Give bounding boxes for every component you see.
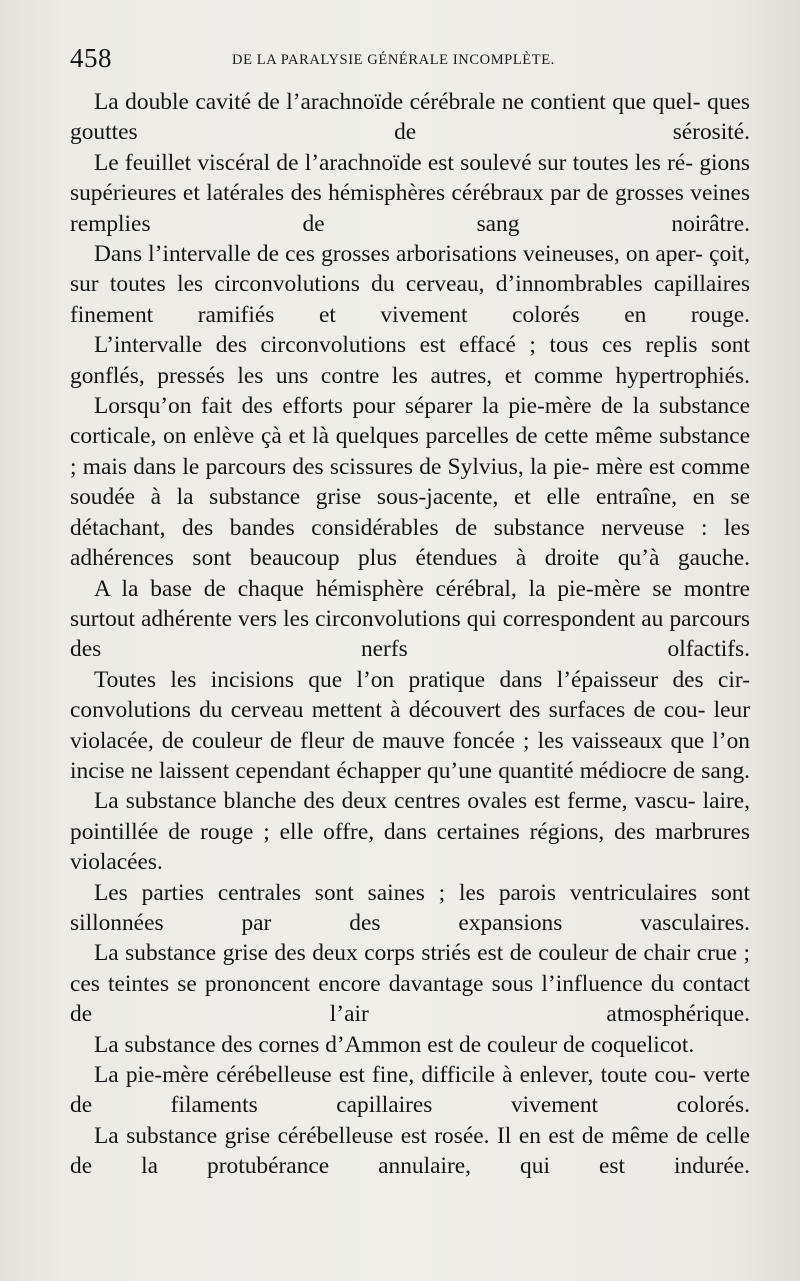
paragraph-convolutions: L’intervalle des circonvolutions est effacé ; tous ces replis sont gonflés, pressés les uns contre les autres, et comme hypertrophiés. — [70, 332, 750, 389]
paragraph-incisions: Toutes les incisions que l’on pratique dans l’épaisseur des cir- convolutions du cerveau mettent à découvert des surfaces de cou- leur violacée, de couleur de fleur de mauve foncée ; les vaisseaux que l’on incise ne laissent cependant échapper qu’une quantité médiocre de sang. — [70, 666, 750, 784]
paragraph-pia-mater-separation: Lorsqu’on fait des efforts pour séparer la pie-mère de la substance corticale, on enlève çà et là quelques parcelles de cette même substance ; mais dans le parcours des scissures de Sylvius, la pie- mère est comme soudée à la substance grise sous-jacente, et elle entraîne, en se détachant, des bandes considérables de substance nerveuse : les adhérences sont beaucoup plus étendues à droite qu’à gauche. — [70, 393, 750, 572]
paragraph-striated-bodies: La substance grise des deux corps striés est de couleur de chair crue ; ces teintes se prononcent encore davantage sous l’influence du contact de l’air atmosphérique. — [70, 940, 750, 1028]
body-text — [70, 87, 750, 1182]
paragraph-white-substance: La substance blanche des deux centres ovales est ferme, vascu- laire, pointillée de rouge ; elle offre, dans certaines régions, des marbrures violacées. — [70, 788, 750, 876]
running-title: DE LA PARALYSIE GÉNÉRALE INCOMPLÈTE. — [232, 52, 555, 68]
page-number: 458 — [70, 43, 112, 73]
paragraph-arachnoid-cavity: La double cavité de l’arachnoïde cérébrale ne contient que quel- ques gouttes de sérosité. — [70, 89, 750, 146]
paragraph-ammon-horns: La substance des cornes d’Ammon est de couleur de coquelicot. — [94, 1031, 695, 1058]
paragraph-cerebellar-pia-mater: La pie-mère cérébelleuse est fine, difficile à enlever, toute cou- verte de filaments capillaires vivement colorés. — [70, 1062, 750, 1119]
running-head — [70, 43, 750, 79]
paragraph-hemisphere-base: A la base de chaque hémisphère cérébral, la pie-mère se montre surtout adhérente vers les circonvolutions qui correspondent au parcours des nerfs olfactifs. — [70, 575, 750, 663]
paragraph-visceral-layer: Le feuillet viscéral de l’arachnoïde est soulevé sur toutes les ré- gions supérieures et latérales des hémisphères cérébraux par de grosses veines remplies de sang noirâtre. — [70, 149, 751, 237]
paragraph-central-parts: Les parties centrales sont saines ; les parois ventriculaires sont sillonnées par des expansions vasculaires. — [70, 879, 750, 936]
paragraph-cerebellar-grey-substance: La substance grise cérébelleuse est rosée. Il en est de même de celle de la protubérance annulaire, qui est indurée. — [70, 1122, 750, 1180]
paragraph-venous-arborisations: Dans l’intervalle de ces grosses arborisations veineuses, on aper- çoit, sur toutes les circonvolutions du cerveau, d’innombrables capillaires finement ramifiés et vivement colorés en rouge. — [70, 241, 751, 328]
